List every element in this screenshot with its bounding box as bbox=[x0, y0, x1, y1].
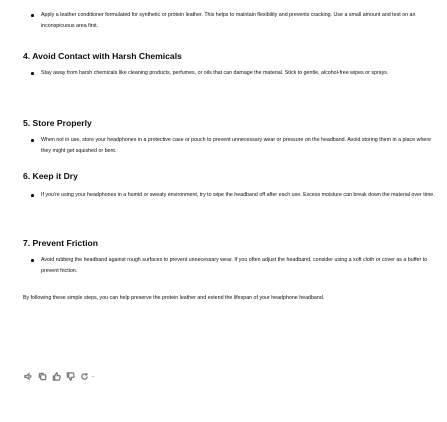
chevron-down-icon[interactable]: ⌄ bbox=[91, 373, 96, 379]
bullet-dot bbox=[31, 14, 34, 17]
bullet-dot bbox=[31, 259, 34, 262]
bullet-dot bbox=[31, 72, 34, 75]
section-heading: 6. Keep it Dry bbox=[23, 171, 78, 181]
thumbs-down-icon[interactable] bbox=[66, 372, 75, 381]
section-heading: 7. Prevent Friction bbox=[23, 238, 98, 248]
bullet-text: Stay away from harsh chemicals like cleaning products, perfumes, or oils that can damage the material. Stick to gentle, alcohol-free wipes or sprays. bbox=[41, 70, 389, 76]
bullet-dot bbox=[31, 194, 34, 197]
message-actions bbox=[24, 370, 95, 382]
thumbs-up-icon[interactable] bbox=[52, 372, 61, 381]
read-aloud-icon[interactable] bbox=[24, 372, 33, 381]
bullet-dot bbox=[31, 139, 34, 142]
bullet-text: When not in use, store your headphones in a protective case or pouch to prevent unnecessary wear or pressure on the headband. Avoid storing them in a place where they might get squished or bent. bbox=[41, 137, 432, 154]
list-item bbox=[31, 68, 431, 79]
bullet-text: If you're using your headphones in a humid or sweaty environment, try to wipe the headband off after each use. Excess moisture can break down the material over time. bbox=[41, 192, 435, 198]
list-item bbox=[31, 255, 431, 276]
regenerate-icon[interactable] bbox=[80, 372, 89, 381]
summary-paragraph: By following these simple steps, you can help preserve the protein leather and extend the lifespan of your headphone headband. bbox=[23, 295, 325, 301]
bullet-text: Avoid rubbing the headband against rough surfaces to prevent unnecessary wear. If you often adjust the headband, consider using a soft cloth or cover as a buffer to prevent friction. bbox=[41, 257, 428, 274]
copy-icon[interactable] bbox=[38, 372, 47, 381]
list-item bbox=[31, 10, 431, 31]
section-heading: 5. Store Properly bbox=[23, 118, 92, 128]
bullet-text: Apply a leather conditioner formulated for synthetic or protein leather. This helps to maintain flexibility and prevents cracking. Use a small amount and test on an inconspicuous area first. bbox=[41, 12, 416, 29]
section-heading: 4. Avoid Contact with Harsh Chemicals bbox=[23, 51, 182, 61]
list-item bbox=[31, 135, 431, 156]
list-item bbox=[31, 190, 435, 201]
